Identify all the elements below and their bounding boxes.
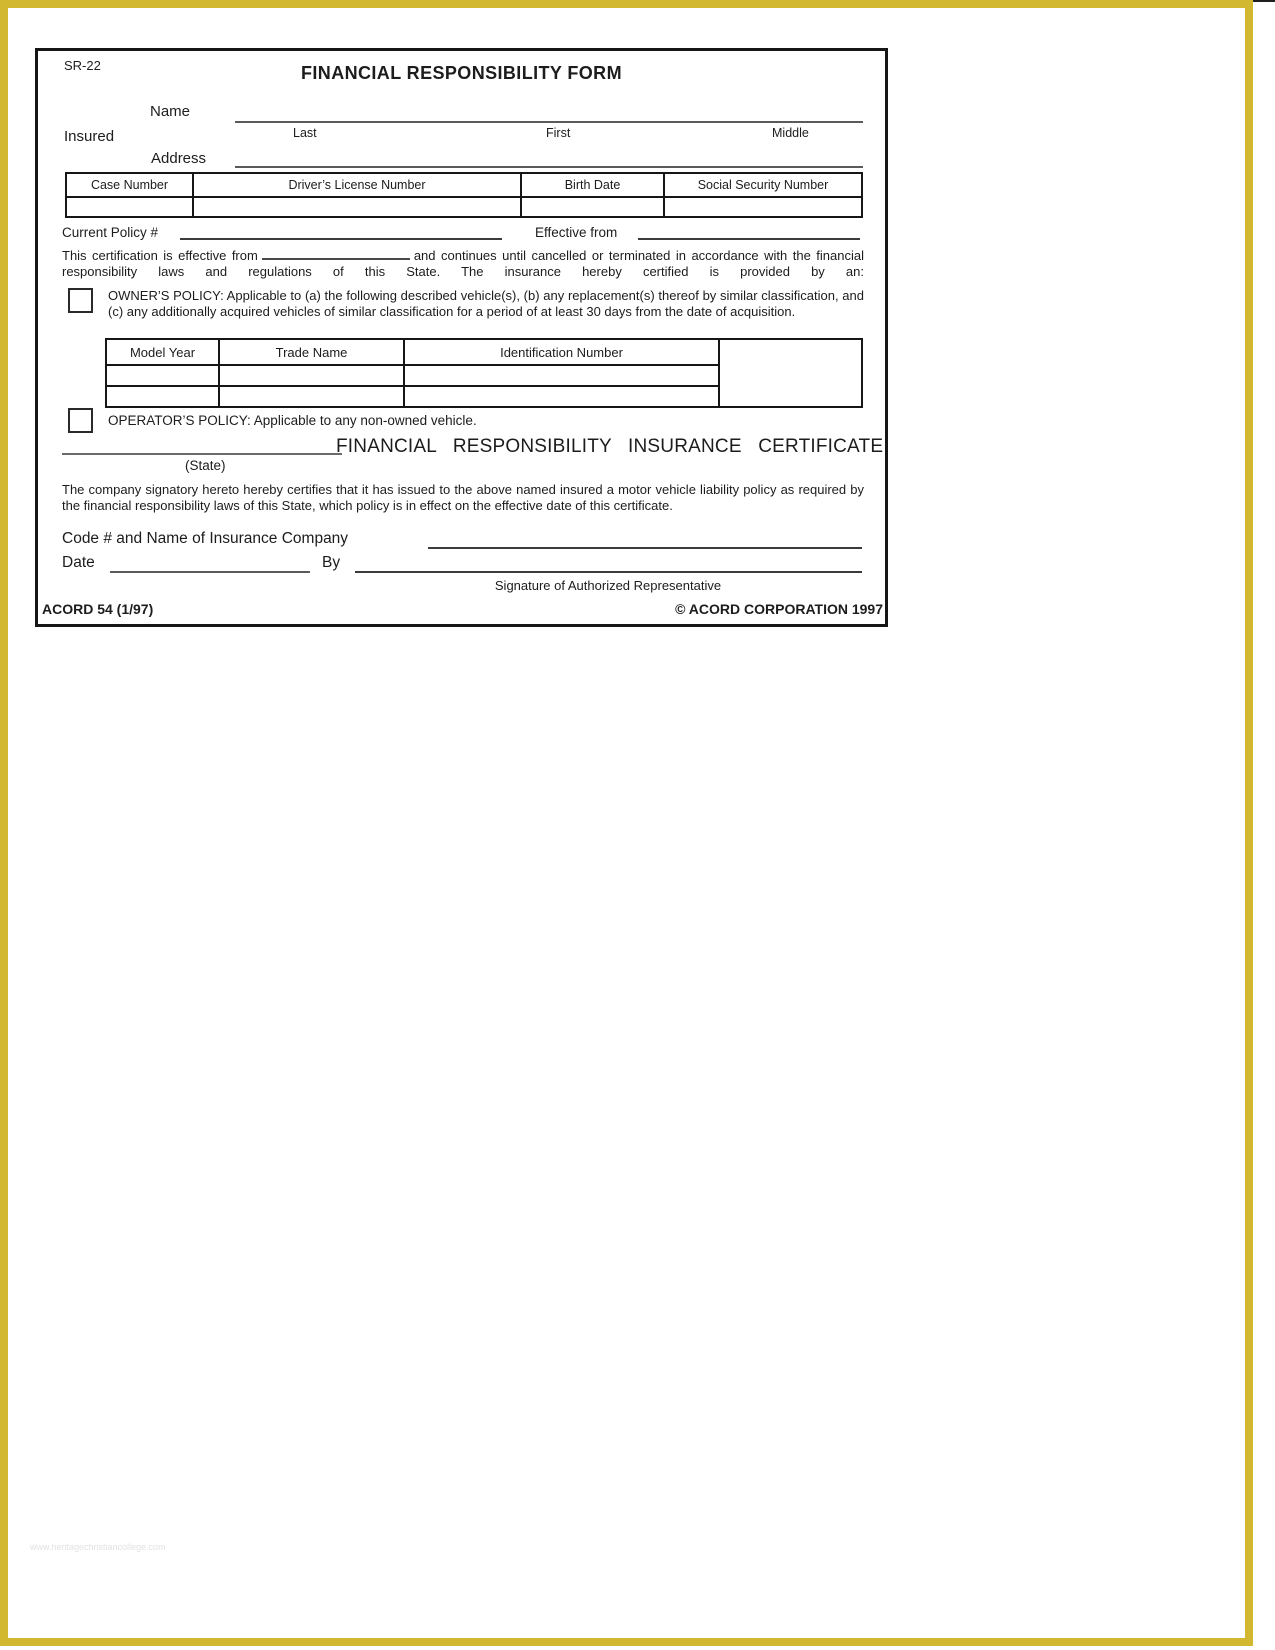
id-table-cell-case-number[interactable] xyxy=(67,198,194,216)
by-label: By xyxy=(322,554,341,571)
certification-text-after: and continues until cancelled or terminated in accordance with the financial responsibility laws and regulations of this State. The insurance hereby certified is provided by an: xyxy=(62,248,864,279)
vehicle-table-cell[interactable] xyxy=(220,366,405,387)
insured-label: Insured xyxy=(64,128,115,145)
name-sublabel-last: Last xyxy=(293,126,317,140)
identification-table xyxy=(65,172,863,218)
by-signature-field[interactable] xyxy=(355,551,862,573)
id-table-cell-ssn[interactable] xyxy=(665,198,861,216)
vehicle-table-header-trade-name: Trade Name xyxy=(220,340,405,366)
effective-from-label: Effective from xyxy=(535,225,618,240)
id-table-cell-birth-date[interactable] xyxy=(522,198,665,216)
state-caption: (State) xyxy=(185,458,226,473)
certification-paragraph xyxy=(62,248,864,279)
date-label: Date xyxy=(62,554,95,571)
sr22-form xyxy=(35,48,888,627)
page-top-edge xyxy=(0,0,1275,2)
watermark-url: www.heritagechristiancollege.com xyxy=(30,1542,166,1552)
certificate-heading: FINANCIAL RESPONSIBILITY INSURANCE CERTIFICATE xyxy=(336,436,884,457)
address-field[interactable] xyxy=(235,148,863,168)
insurance-company-field[interactable] xyxy=(428,527,862,549)
name-field[interactable] xyxy=(235,103,863,123)
signature-caption: Signature of Authorized Representative xyxy=(494,578,722,593)
vehicle-table-cell[interactable] xyxy=(405,387,720,406)
owners-policy-text: OWNER’S POLICY: Applicable to (a) the following described vehicle(s), (b) any replacement(s) thereof by similar classification, and (c) any additionally acquired vehicles of similar classification for a period of at least 30 days from the date of acquisition. xyxy=(108,288,864,319)
vehicle-table xyxy=(105,338,863,408)
vehicle-table-header-identification-number: Identification Number xyxy=(405,340,720,366)
id-table-header-ssn: Social Security Number xyxy=(665,174,861,198)
certificate-body: The company signatory hereto hereby certifies that it has issued to the above named insured a motor vehicle liability policy as required by the financial responsibility laws of this State, which policy is in effect on the effective date of this certificate. xyxy=(62,482,864,513)
state-field[interactable] xyxy=(62,433,342,455)
vehicle-table-blank-column xyxy=(720,340,861,406)
vehicle-table-cell[interactable] xyxy=(107,366,220,387)
current-policy-label: Current Policy # xyxy=(62,225,159,240)
form-code: SR-22 xyxy=(64,58,101,73)
vehicle-table-cell[interactable] xyxy=(220,387,405,406)
certification-date-field[interactable] xyxy=(262,249,410,260)
form-number-footer: ACORD 54 (1/97) xyxy=(42,601,154,617)
owners-policy-checkbox[interactable] xyxy=(68,288,93,313)
address-label: Address xyxy=(151,150,207,167)
id-table-cell-drivers-license[interactable] xyxy=(194,198,522,216)
id-table-header-birth-date: Birth Date xyxy=(522,174,665,198)
current-policy-field[interactable] xyxy=(180,221,502,240)
date-field[interactable] xyxy=(110,551,310,573)
vehicle-table-cell[interactable] xyxy=(405,366,720,387)
copyright-footer: © ACORD CORPORATION 1997 xyxy=(675,601,883,617)
id-table-header-drivers-license: Driver’s License Number xyxy=(194,174,522,198)
name-sublabel-middle: Middle xyxy=(772,126,809,140)
operators-policy-checkbox[interactable] xyxy=(68,408,93,433)
insurance-company-label: Code # and Name of Insurance Company xyxy=(62,530,349,547)
id-table-header-case-number: Case Number xyxy=(67,174,194,198)
name-label: Name xyxy=(150,103,191,120)
form-title: FINANCIAL RESPONSIBILITY FORM xyxy=(301,63,622,83)
name-sublabel-first: First xyxy=(546,126,571,140)
operators-policy-text: OPERATOR’S POLICY: Applicable to any non-owned vehicle. xyxy=(108,413,477,428)
vehicle-table-cell[interactable] xyxy=(107,387,220,406)
vehicle-table-header-model-year: Model Year xyxy=(107,340,220,366)
effective-from-field[interactable] xyxy=(638,221,860,240)
certification-text-before: This certification is effective from xyxy=(62,248,258,263)
